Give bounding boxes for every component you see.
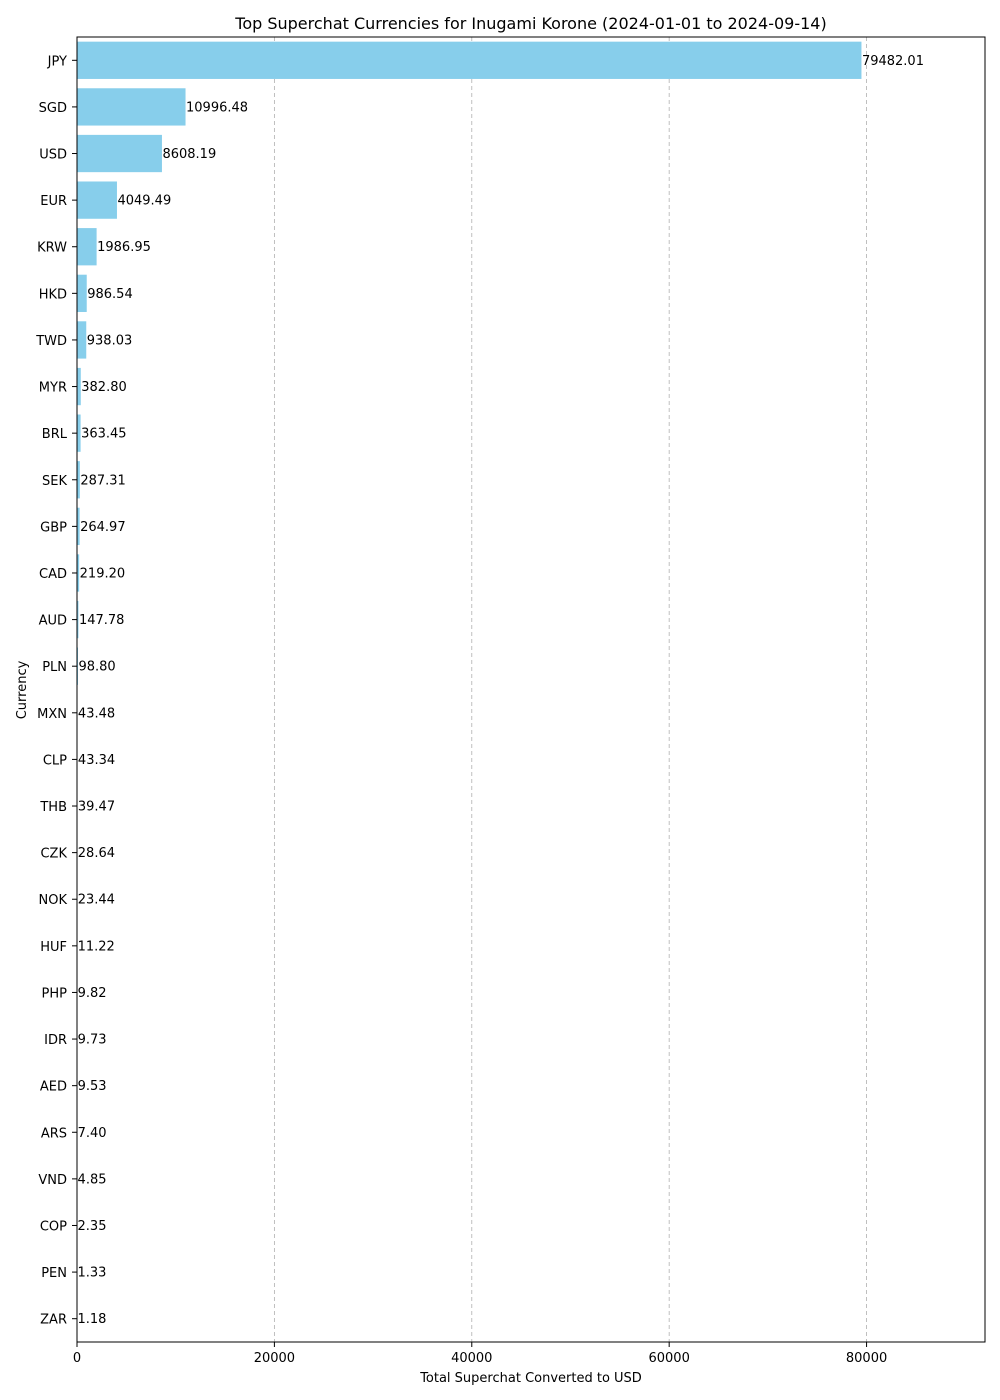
bar-usd	[77, 135, 162, 172]
data-label-nok: 23.44	[77, 892, 115, 908]
bar-twd	[77, 321, 86, 358]
x-axis-title: Total Superchat Converted to USD	[420, 1371, 642, 1386]
y-tick-label-cad: CAD	[39, 566, 67, 582]
data-label-ars: 7.40	[77, 1125, 107, 1141]
data-label-usd: 8608.19	[162, 147, 217, 163]
y-tick-label-huf: HUF	[40, 939, 67, 955]
data-label-huf: 11.22	[77, 939, 115, 955]
y-tick-label-twd: TWD	[36, 333, 67, 349]
y-tick-label-zar: ZAR	[40, 1312, 67, 1328]
y-tick-label-thb: THB	[40, 800, 67, 816]
bar-brl	[77, 415, 81, 452]
data-label-vnd: 4.85	[77, 1172, 107, 1188]
y-tick-label-clp: CLP	[42, 753, 67, 769]
y-tick-label-hkd: HKD	[38, 287, 67, 303]
y-tick-label-sgd: SGD	[38, 100, 67, 116]
bars	[77, 42, 861, 1338]
data-label-mxn: 43.48	[77, 706, 116, 722]
data-label-sek: 287.31	[80, 473, 126, 489]
data-label-jpy: 79482.01	[861, 53, 924, 69]
y-tick-label-myr: MYR	[38, 380, 67, 396]
x-tick-label: 60000	[648, 1351, 690, 1366]
data-label-hkd: 986.54	[87, 286, 133, 302]
y-tick-label-czk: CZK	[40, 846, 67, 862]
data-label-clp: 43.34	[77, 752, 116, 768]
data-label-cad: 219.20	[79, 566, 126, 582]
data-label-pen: 1.33	[77, 1265, 107, 1281]
data-label-cop: 2.35	[77, 1218, 107, 1234]
data-label-idr: 9.73	[77, 1032, 107, 1048]
y-tick-label-krw: KRW	[37, 240, 67, 256]
y-tick-label-brl: BRL	[41, 427, 67, 443]
data-label-aud: 147.78	[78, 613, 125, 629]
y-tick-label-idr: IDR	[44, 1033, 67, 1049]
y-tick-label-vnd: VND	[38, 1172, 67, 1188]
x-tick-label: 0	[72, 1351, 82, 1366]
data-labels	[78, 54, 924, 1327]
data-label-php: 9.82	[77, 985, 107, 1001]
y-tick-label-pen: PEN	[41, 1266, 67, 1282]
y-axis-title: Currency	[15, 660, 30, 720]
y-tick-label-cop: COP	[39, 1219, 67, 1235]
data-label-eur: 4049.49	[117, 193, 172, 209]
y-axis	[35, 54, 77, 1327]
gridlines	[274, 37, 866, 1342]
y-tick-label-eur: EUR	[40, 194, 67, 210]
data-label-pln: 98.80	[78, 659, 116, 675]
data-label-brl: 363.45	[81, 426, 127, 442]
bar-hkd	[77, 275, 87, 312]
y-tick-label-usd: USD	[39, 147, 67, 163]
bar-krw	[77, 228, 97, 265]
bar-jpy	[77, 42, 861, 79]
x-tick-label: 40000	[451, 1351, 493, 1366]
data-label-thb: 39.47	[77, 799, 116, 815]
y-tick-label-sek: SEK	[42, 473, 67, 489]
data-label-aed: 9.53	[77, 1079, 107, 1095]
data-label-zar: 1.18	[77, 1312, 107, 1328]
y-tick-label-gbp: GBP	[40, 520, 67, 536]
bar-sgd	[77, 88, 186, 125]
data-label-myr: 382.80	[81, 380, 127, 396]
y-tick-label-php: PHP	[41, 986, 67, 1002]
bar-myr	[77, 368, 81, 405]
y-tick-label-aed: AED	[39, 1079, 67, 1095]
y-tick-label-aud: AUD	[38, 613, 67, 629]
x-tick-label: 20000	[253, 1351, 296, 1366]
data-label-twd: 938.03	[86, 333, 133, 349]
data-label-krw: 1986.95	[97, 240, 151, 256]
y-tick-label-pln: PLN	[42, 660, 67, 676]
chart-title: Top Superchat Currencies for Inugami Korone (2024-01-01 to 2024-09-14)	[235, 14, 827, 33]
y-tick-label-mxn: MXN	[37, 706, 67, 722]
data-label-gbp: 264.97	[80, 519, 126, 535]
y-tick-label-jpy: JPY	[47, 54, 67, 70]
y-tick-label-nok: NOK	[38, 893, 67, 909]
data-label-czk: 28.64	[77, 846, 116, 862]
bar-eur	[77, 181, 117, 218]
plot-frame	[77, 37, 985, 1342]
data-label-sgd: 10996.48	[186, 100, 249, 116]
x-tick-label: 80000	[845, 1351, 888, 1366]
x-axis	[73, 1342, 887, 1366]
y-tick-label-ars: ARS	[40, 1126, 67, 1142]
